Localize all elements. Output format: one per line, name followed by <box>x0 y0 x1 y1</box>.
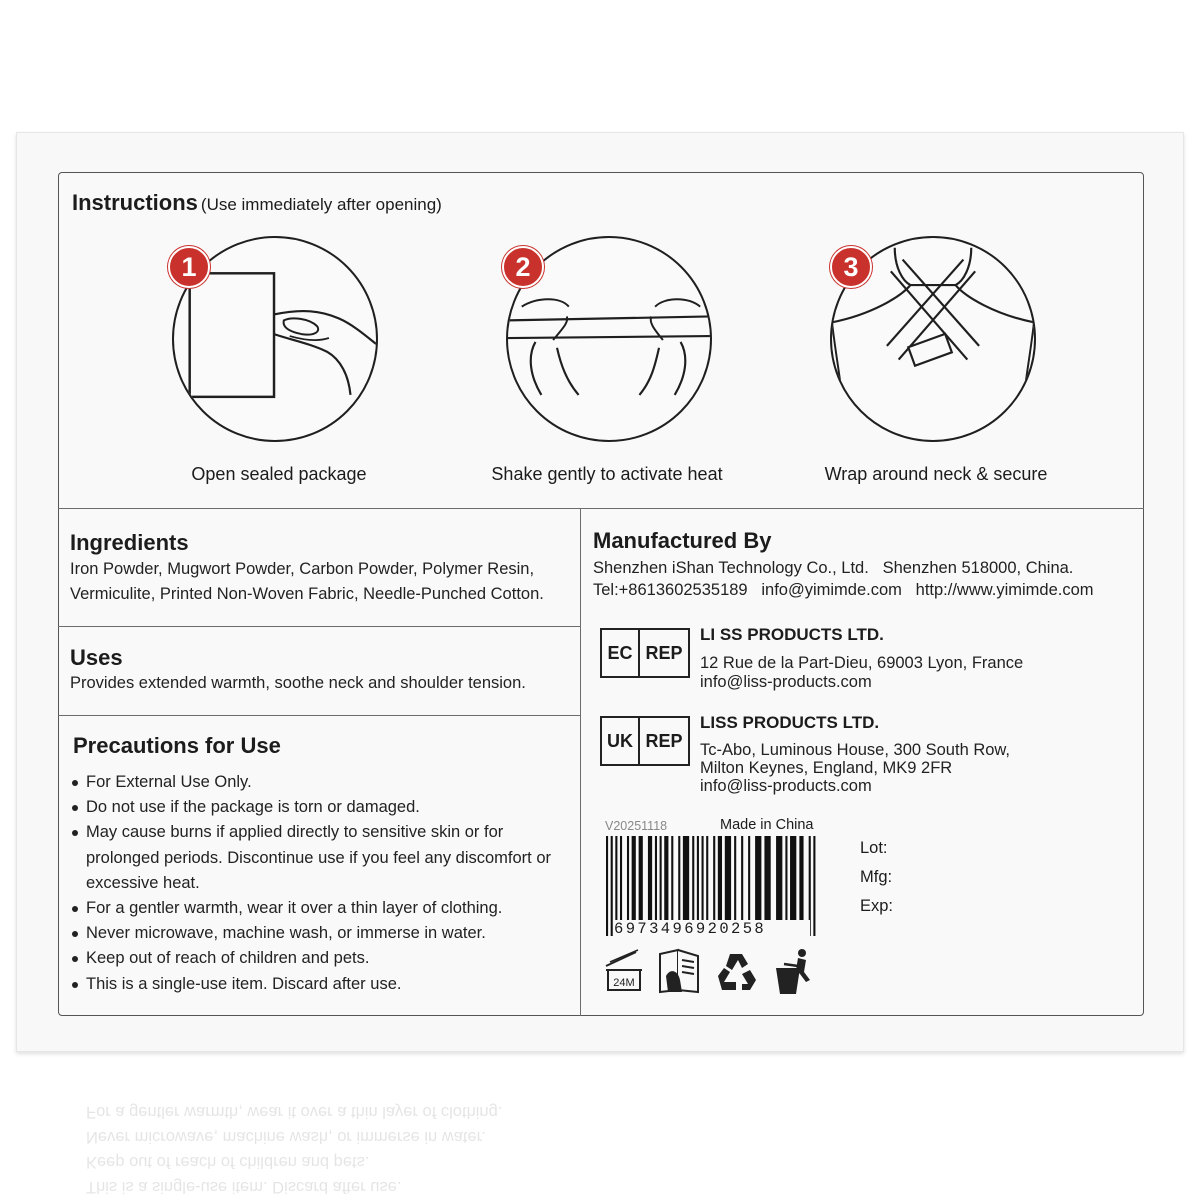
pao-text: 24M <box>613 977 635 989</box>
manufacturer-title: Manufactured By <box>593 528 772 553</box>
uk-rep-left: UK <box>607 731 633 751</box>
precaution-item: This is a single-use item. Discard after use. <box>70 972 575 997</box>
mfg-label: Mfg: <box>860 868 893 886</box>
precaution-item: Never microwave, machine wash, or immerse in water. <box>70 921 575 946</box>
barcode-bar <box>706 836 708 920</box>
barcode-bar <box>718 836 722 920</box>
uses-title: Uses <box>70 645 123 670</box>
barcode-bar <box>725 836 731 920</box>
step-1-badge: 1 <box>168 246 210 288</box>
ingredients-line-1: Iron Powder, Mugwort Powder, Carbon Powder, Polymer Resin, <box>70 560 535 578</box>
reflection-line: Keep out of reach of children and pets. <box>86 1153 370 1171</box>
precautions-list <box>70 770 575 997</box>
precaution-item: Do not use if the package is torn or damaged. <box>70 795 575 820</box>
barcode-bar <box>748 836 750 920</box>
precaution-item: May cause burns if applied directly to sensitive skin or for prolonged periods. Discontinue use if you feel any discomfort or excessive heat. <box>70 820 575 896</box>
barcode-bar <box>611 836 613 936</box>
ec-rep-name: LI SS PRODUCTS LTD. <box>700 625 884 644</box>
ec-rep-right: REP <box>638 630 688 676</box>
step-3-badge: 3 <box>830 246 872 288</box>
barcode-bar <box>776 836 782 920</box>
barcode-bar <box>678 836 680 920</box>
barcode-bar <box>620 836 622 920</box>
barcode-bar <box>639 836 643 920</box>
barcode-bar <box>799 836 803 920</box>
uk-rep-address-1: Tc-Abo, Luminous House, 300 South Row, <box>700 741 1011 759</box>
barcode-bar <box>697 836 699 920</box>
uk-rep-symbol <box>600 716 690 766</box>
uk-rep-address-2: Milton Keynes, England, MK9 2FR <box>700 759 953 777</box>
shelf-life-24m-icon <box>602 946 650 996</box>
instructions-subtitle: (Use immediately after opening) <box>200 195 442 214</box>
step-2-caption: Shake gently to activate heat <box>491 464 723 484</box>
uk-rep-name: LISS PRODUCTS LTD. <box>700 713 880 732</box>
reflection-line: This is a single-use item. Discard after use. <box>86 1178 402 1196</box>
barcode-bar <box>632 836 636 920</box>
barcode-bar <box>755 836 761 920</box>
reflection-line: For a gentler warmth, wear it over a thin layer of clothing. <box>86 1103 503 1121</box>
barcode-bar <box>606 836 608 936</box>
lot-label: Lot: <box>860 839 888 857</box>
barcode-bar <box>692 836 694 920</box>
divider-column <box>580 508 581 1016</box>
barcode-bar <box>655 836 657 920</box>
instructions-title: Instructions <box>72 190 198 215</box>
barcode-bar <box>660 836 662 920</box>
uk-rep-right: REP <box>638 718 688 764</box>
barcode-bar <box>664 836 668 920</box>
ingredients-title: Ingredients <box>70 530 189 555</box>
recycle-icon <box>712 946 760 996</box>
card-reflection <box>16 1062 1184 1200</box>
manufacturer-address: Shenzhen iShan Technology Co., Ltd. Shenzhen 518000, China. <box>593 559 1074 577</box>
divider-ingredients <box>58 626 580 627</box>
divider-uses <box>58 715 580 716</box>
barcode-bar <box>683 836 689 920</box>
uses-text: Provides extended warmth, soothe neck and shoulder tension. <box>70 674 526 692</box>
version-code: V20251118 <box>605 819 668 833</box>
barcode-bar <box>734 836 736 920</box>
manufacturer-contact: Tel:+8613602535189 info@yimimde.com http://www.yimimde.com <box>593 581 1094 599</box>
ec-rep-address: 12 Rue de la Part-Dieu, 69003 Lyon, France <box>700 654 1024 672</box>
barcode-bar <box>648 836 652 920</box>
barcode-bar <box>615 836 617 920</box>
barcode-bar <box>627 836 629 920</box>
barcode-number: 6973496920258 <box>614 920 810 938</box>
dispose-in-bin-icon <box>770 946 818 996</box>
step-2-badge: 2 <box>502 246 544 288</box>
step-1-caption: Open sealed package <box>191 464 367 484</box>
exp-label: Exp: <box>860 897 894 915</box>
precaution-item: For a gentler warmth, wear it over a thin layer of clothing. <box>70 896 575 921</box>
uk-rep-email: info@liss-products.com <box>700 777 872 795</box>
ec-rep-symbol <box>600 628 690 678</box>
barcode-bar <box>702 836 704 920</box>
barcode-bar <box>764 836 770 920</box>
barcode-bar <box>713 836 715 920</box>
barcode-bar <box>813 836 815 936</box>
precautions-title: Precautions for Use <box>73 733 281 758</box>
made-in-china: Made in China <box>720 817 814 833</box>
instructions-heading <box>72 190 442 216</box>
ec-rep-email: info@liss-products.com <box>700 673 872 691</box>
read-instructions-icon <box>656 946 704 996</box>
barcode-bar <box>785 836 787 920</box>
barcode-bar <box>790 836 796 920</box>
barcode-bar <box>741 836 743 920</box>
step-3-caption: Wrap around neck & secure <box>824 464 1048 484</box>
divider-instructions <box>58 508 1144 509</box>
ec-rep-left: EC <box>607 643 633 663</box>
reflection-line: Never microwave, machine wash, or immerse in water. <box>86 1128 486 1146</box>
precaution-item: Keep out of reach of children and pets. <box>70 946 575 971</box>
barcode-bar <box>671 836 673 920</box>
precaution-item: For External Use Only. <box>70 770 575 795</box>
ingredients-line-2: Vermiculite, Printed Non-Woven Fabric, Needle-Punched Cotton. <box>70 585 544 603</box>
